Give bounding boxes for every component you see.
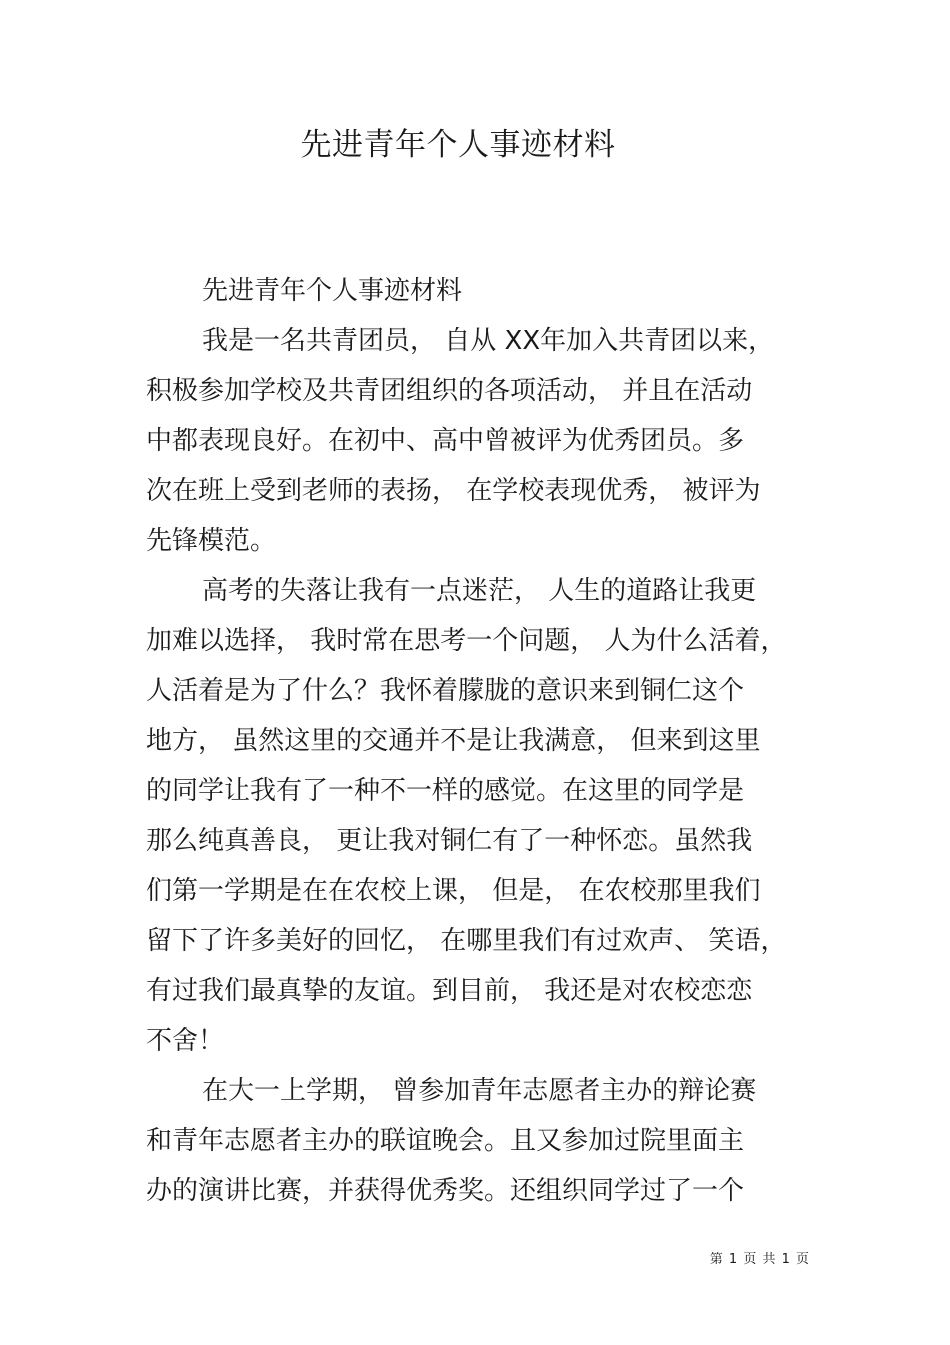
text-line: 先锋模范。: [146, 526, 277, 556]
text-line: 在大一上学期， 曾参加青年志愿者主办的辩论赛: [202, 1076, 757, 1106]
text-line: 人活着是为了什么？我怀着朦胧的意识来到铜仁这个: [146, 676, 745, 706]
text-line: 我是一名共青团员， 自从 XX年加入共青团以来，: [202, 326, 775, 356]
text-line: 积极参加学校及共青团组织的各项活动， 并且在活动: [146, 376, 753, 406]
text-line: 不舍！: [146, 1026, 225, 1056]
text-line: 们第一学期是在在农校上课， 但是， 在农校那里我们: [146, 876, 761, 906]
text-line: 的同学让我有了一种不一样的感觉。在这里的同学是: [146, 776, 745, 806]
document-title: 先进青年个人事迹材料: [300, 127, 616, 163]
text-line: 中都表现良好。在初中、高中曾被评为优秀团员。多: [146, 426, 745, 456]
text-line: 有过我们最真挚的友谊。到目前， 我还是对农校恋恋: [146, 976, 753, 1006]
text-line: 次在班上受到老师的表扬， 在学校表现优秀， 被评为: [146, 476, 761, 506]
text-line: 那么纯真善良， 更让我对铜仁有了一种怀恋。虽然我: [146, 826, 753, 856]
paragraph-heading: 先进青年个人事迹材料: [202, 276, 463, 306]
page-number: 第 1 页 共 1 页: [709, 1252, 810, 1267]
text-line: 留下了许多美好的回忆， 在哪里我们有过欢声、 笑语，: [146, 926, 787, 956]
text-line: 高考的失落让我有一点迷茫， 人生的道路让我更: [202, 576, 757, 606]
text-line: 办的演讲比赛，并获得优秀奖。还组织同学过了一个: [146, 1176, 745, 1206]
text-line: 和青年志愿者主办的联谊晚会。且又参加过院里面主: [146, 1126, 745, 1156]
text-line: 加难以选择， 我时常在思考一个问题， 人为什么活着，: [146, 626, 787, 656]
text-line: 地方， 虽然这里的交通并不是让我满意， 但来到这里: [146, 726, 761, 756]
document-body: [146, 266, 806, 1216]
